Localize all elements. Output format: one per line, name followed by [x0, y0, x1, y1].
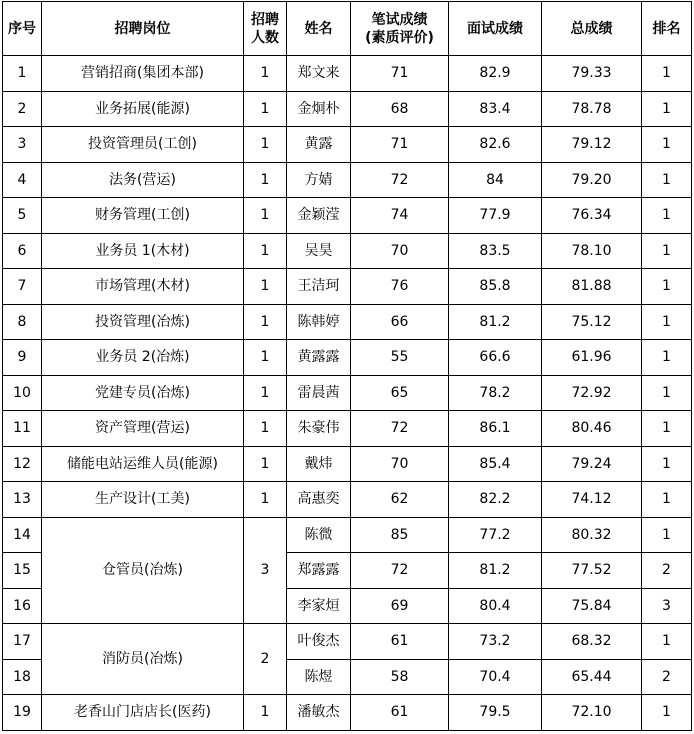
- cell-interview: 73.2: [449, 624, 542, 660]
- cell-count: 3: [244, 517, 287, 624]
- table-row: [3, 375, 692, 411]
- cell-interview: 81.2: [449, 304, 542, 340]
- cell-interview: 83.5: [449, 233, 542, 269]
- cell-total: 74.12: [542, 482, 642, 518]
- cell-rank: 1: [642, 56, 692, 92]
- table-row: [3, 127, 692, 163]
- cell-interview: 83.4: [449, 91, 542, 127]
- header-count-line2: 人数: [251, 29, 279, 46]
- cell-position: 投资管理(冶炼): [42, 304, 244, 340]
- table-row: [3, 233, 692, 269]
- cell-interview: 85.4: [449, 446, 542, 482]
- cell-interview: 84: [449, 162, 542, 198]
- table-row: [3, 56, 692, 92]
- cell-written: 65: [351, 375, 449, 411]
- cell-written: 55: [351, 340, 449, 376]
- cell-seq: 16: [3, 588, 42, 624]
- cell-total: 79.24: [542, 446, 642, 482]
- cell-total: 75.84: [542, 588, 642, 624]
- cell-name: 李家烜: [287, 588, 351, 624]
- cell-name: 郑露露: [287, 553, 351, 589]
- table-row: [3, 482, 692, 518]
- cell-total: 78.10: [542, 233, 642, 269]
- cell-rank: 1: [642, 482, 692, 518]
- cell-written: 74: [351, 198, 449, 234]
- cell-written: 85: [351, 517, 449, 553]
- header-name: 姓名: [287, 2, 351, 56]
- results-table: [2, 1, 692, 731]
- cell-seq: 11: [3, 411, 42, 447]
- cell-name: 高惠奕: [287, 482, 351, 518]
- cell-total: 80.46: [542, 411, 642, 447]
- cell-name: 王洁珂: [287, 269, 351, 305]
- table-row: [3, 91, 692, 127]
- cell-rank: 1: [642, 269, 692, 305]
- cell-seq: 1: [3, 56, 42, 92]
- cell-rank: 2: [642, 659, 692, 695]
- table-row: [3, 517, 692, 553]
- cell-seq: 3: [3, 127, 42, 163]
- cell-name: 潘敏杰: [287, 695, 351, 731]
- cell-rank: 2: [642, 553, 692, 589]
- cell-written: 76: [351, 269, 449, 305]
- cell-position: 业务员 2(冶炼): [42, 340, 244, 376]
- cell-rank: 3: [642, 588, 692, 624]
- cell-position: 仓管员(冶炼): [42, 517, 244, 624]
- cell-count: 1: [244, 91, 287, 127]
- cell-rank: 1: [642, 91, 692, 127]
- cell-written: 71: [351, 56, 449, 92]
- cell-position: 财务管理(工创): [42, 198, 244, 234]
- cell-count: 1: [244, 233, 287, 269]
- cell-position: 资产管理(营运): [42, 411, 244, 447]
- cell-rank: 1: [642, 198, 692, 234]
- cell-interview: 80.4: [449, 588, 542, 624]
- cell-seq: 18: [3, 659, 42, 695]
- cell-count: 1: [244, 482, 287, 518]
- cell-total: 72.10: [542, 695, 642, 731]
- cell-rank: 1: [642, 411, 692, 447]
- cell-name: 戴炜: [287, 446, 351, 482]
- cell-name: 郑文来: [287, 56, 351, 92]
- cell-interview: 79.5: [449, 695, 542, 731]
- cell-name: 朱豪伟: [287, 411, 351, 447]
- cell-interview: 66.6: [449, 340, 542, 376]
- header-rank: 排名: [642, 2, 692, 56]
- cell-total: 81.88: [542, 269, 642, 305]
- cell-total: 61.96: [542, 340, 642, 376]
- cell-seq: 6: [3, 233, 42, 269]
- cell-total: 75.12: [542, 304, 642, 340]
- cell-position: 业务拓展(能源): [42, 91, 244, 127]
- cell-name: 吴昊: [287, 233, 351, 269]
- cell-total: 77.52: [542, 553, 642, 589]
- cell-rank: 1: [642, 517, 692, 553]
- cell-rank: 1: [642, 127, 692, 163]
- cell-interview: 70.4: [449, 659, 542, 695]
- cell-name: 叶俊杰: [287, 624, 351, 660]
- cell-interview: 77.9: [449, 198, 542, 234]
- cell-count: 1: [244, 304, 287, 340]
- cell-name: 陈煜: [287, 659, 351, 695]
- cell-seq: 19: [3, 695, 42, 731]
- cell-count: 1: [244, 162, 287, 198]
- cell-name: 金颖滢: [287, 198, 351, 234]
- cell-position: 老香山门店店长(医药): [42, 695, 244, 731]
- cell-position: 党建专员(冶炼): [42, 375, 244, 411]
- cell-position: 投资管理员(工创): [42, 127, 244, 163]
- table-row: [3, 304, 692, 340]
- cell-name: 陈韩婷: [287, 304, 351, 340]
- cell-count: 1: [244, 269, 287, 305]
- cell-seq: 10: [3, 375, 42, 411]
- cell-rank: 1: [642, 304, 692, 340]
- cell-seq: 15: [3, 553, 42, 589]
- cell-written: 70: [351, 233, 449, 269]
- cell-name: 金炯朴: [287, 91, 351, 127]
- cell-seq: 9: [3, 340, 42, 376]
- cell-written: 72: [351, 162, 449, 198]
- cell-count: 1: [244, 375, 287, 411]
- cell-count: 1: [244, 695, 287, 731]
- cell-name: 黄露露: [287, 340, 351, 376]
- cell-rank: 1: [642, 340, 692, 376]
- cell-total: 79.12: [542, 127, 642, 163]
- cell-count: 1: [244, 127, 287, 163]
- cell-written: 68: [351, 91, 449, 127]
- cell-written: 72: [351, 553, 449, 589]
- cell-total: 68.32: [542, 624, 642, 660]
- table-row: [3, 162, 692, 198]
- cell-seq: 14: [3, 517, 42, 553]
- cell-rank: 1: [642, 446, 692, 482]
- cell-total: 76.34: [542, 198, 642, 234]
- table-row: [3, 624, 692, 660]
- cell-total: 65.44: [542, 659, 642, 695]
- header-count-line1: 招聘: [251, 11, 279, 28]
- cell-written: 71: [351, 127, 449, 163]
- cell-seq: 2: [3, 91, 42, 127]
- table-row: [3, 446, 692, 482]
- cell-name: 陈微: [287, 517, 351, 553]
- cell-count: 1: [244, 56, 287, 92]
- cell-total: 79.33: [542, 56, 642, 92]
- table-row: [3, 269, 692, 305]
- cell-total: 80.32: [542, 517, 642, 553]
- cell-seq: 5: [3, 198, 42, 234]
- cell-rank: 1: [642, 233, 692, 269]
- cell-interview: 78.2: [449, 375, 542, 411]
- cell-rank: 1: [642, 695, 692, 731]
- cell-position: 营销招商(集团本部): [42, 56, 244, 92]
- cell-rank: 1: [642, 375, 692, 411]
- cell-interview: 77.2: [449, 517, 542, 553]
- cell-written: 66: [351, 304, 449, 340]
- cell-written: 61: [351, 624, 449, 660]
- header-written-line1: 笔试成绩: [371, 11, 428, 28]
- cell-seq: 12: [3, 446, 42, 482]
- cell-count: 1: [244, 340, 287, 376]
- cell-interview: 85.8: [449, 269, 542, 305]
- cell-position: 业务员 1(木材): [42, 233, 244, 269]
- cell-rank: 1: [642, 624, 692, 660]
- cell-name: 雷晨茜: [287, 375, 351, 411]
- cell-written: 58: [351, 659, 449, 695]
- cell-written: 72: [351, 411, 449, 447]
- cell-count: 2: [244, 624, 287, 695]
- cell-interview: 82.2: [449, 482, 542, 518]
- cell-written: 69: [351, 588, 449, 624]
- cell-total: 79.20: [542, 162, 642, 198]
- table-row: [3, 198, 692, 234]
- table-row: [3, 340, 692, 376]
- cell-count: 1: [244, 446, 287, 482]
- cell-interview: 82.9: [449, 56, 542, 92]
- cell-name: 黄露: [287, 127, 351, 163]
- table-row: [3, 695, 692, 731]
- header-position: 招聘岗位: [42, 2, 244, 56]
- cell-position: 市场管理(木材): [42, 269, 244, 305]
- cell-position: 消防员(冶炼): [42, 624, 244, 695]
- cell-written: 61: [351, 695, 449, 731]
- header-written: [351, 2, 449, 56]
- cell-written: 70: [351, 446, 449, 482]
- header-count: [244, 2, 287, 56]
- cell-interview: 81.2: [449, 553, 542, 589]
- cell-count: 1: [244, 198, 287, 234]
- cell-total: 78.78: [542, 91, 642, 127]
- cell-count: 1: [244, 411, 287, 447]
- cell-written: 62: [351, 482, 449, 518]
- header-total: 总成绩: [542, 2, 642, 56]
- cell-position: 生产设计(工美): [42, 482, 244, 518]
- cell-seq: 7: [3, 269, 42, 305]
- table-row: [3, 411, 692, 447]
- cell-seq: 13: [3, 482, 42, 518]
- cell-position: 法务(营运): [42, 162, 244, 198]
- cell-seq: 4: [3, 162, 42, 198]
- cell-seq: 8: [3, 304, 42, 340]
- header-row: [3, 2, 692, 56]
- cell-interview: 86.1: [449, 411, 542, 447]
- header-interview: 面试成绩: [449, 2, 542, 56]
- cell-name: 方婧: [287, 162, 351, 198]
- cell-position: 储能电站运维人员(能源): [42, 446, 244, 482]
- cell-seq: 17: [3, 624, 42, 660]
- cell-total: 72.92: [542, 375, 642, 411]
- cell-interview: 82.6: [449, 127, 542, 163]
- header-written-line2: (素质评价): [365, 29, 434, 46]
- header-seq: 序号: [3, 2, 42, 56]
- cell-rank: 1: [642, 162, 692, 198]
